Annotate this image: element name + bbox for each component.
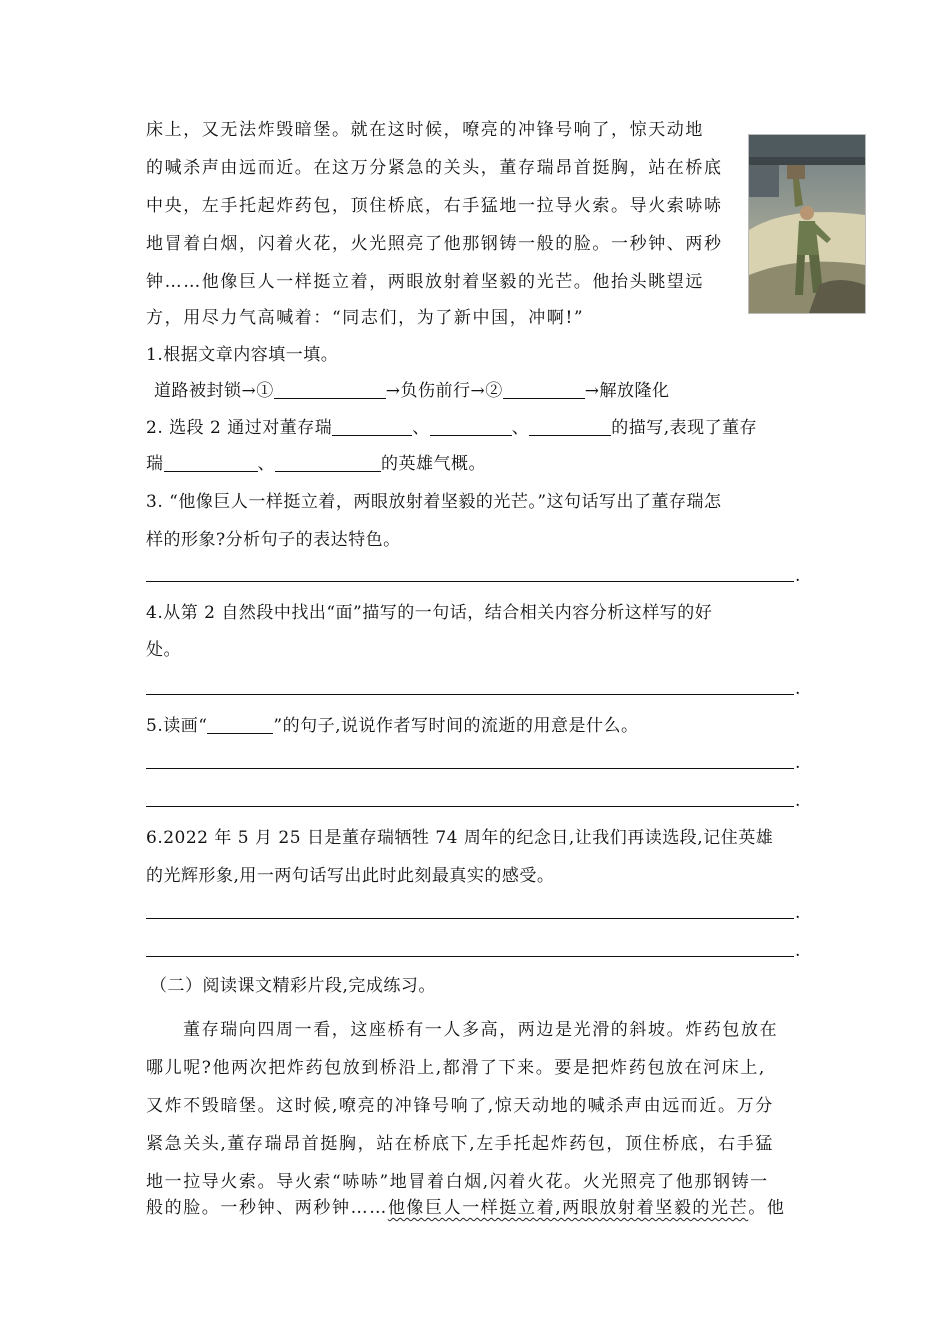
question-text: 5.读画“: [146, 716, 208, 736]
chain-part: 道路被封锁→①: [154, 381, 274, 401]
answer-line[interactable]: [146, 918, 794, 919]
passage-line: 的喊杀声由远而近。在这万分紧急的关头，董存瑞昂首挺胸，站在桥底: [146, 158, 723, 178]
section-2-heading: （二）阅读课文精彩片段,完成练习。: [150, 976, 436, 996]
underline-mark: [207, 717, 273, 734]
passage-line: 床上，又无法炸毁暗堡。就在这时候，嘹亮的冲锋号响了，惊天动地: [146, 120, 704, 140]
question-text: 2. 选段 2 通过对董存瑞: [146, 418, 333, 438]
answer-line[interactable]: [146, 581, 794, 582]
question-3: 3. “他像巨人一样挺立着，两眼放射着坚毅的光芒。”这句话写出了董存瑞怎: [146, 492, 722, 512]
separator: 、: [511, 418, 530, 438]
question-text: 的描写,表现了董存: [611, 418, 758, 438]
answer-line[interactable]: [146, 768, 794, 769]
question-6-line2: 的光辉形象,用一两句话写出此时此刻最真实的感受。: [146, 866, 555, 886]
chain-part: →负伤前行→②: [385, 381, 503, 401]
passage-line: 紧急关头,董存瑞昂首挺胸，站在桥底下,左手托起炸药包，顶住桥底，右手猛: [146, 1134, 774, 1154]
passage-line: 中央，左手托起炸药包，顶住桥底，右手猛地一拉导火索。导火索哧哧: [146, 196, 723, 216]
question-2: [146, 416, 757, 440]
separator: 、: [412, 418, 430, 438]
passage-line-last: [146, 1196, 785, 1220]
answer-blank[interactable]: [430, 419, 512, 436]
question-2-line2: [146, 452, 486, 476]
soldier-illustration-image: [749, 135, 865, 313]
passage-line: 董存瑞向四周一看，这座桥有一人多高，两边是光滑的斜坡。炸药包放在: [183, 1020, 779, 1040]
passage-line: 地冒着白烟，闪着火花，火光照亮了他那钢铸一般的脸。一秒钟、两秒: [146, 234, 723, 254]
wavy-underlined-sentence: 他像巨人一样挺立着,两眼放射着坚毅的光芒: [387, 1198, 749, 1218]
question-text: ”的句子,说说作者写时间的流逝的用意是什么。: [273, 716, 639, 736]
passage-line: 钟……他像巨人一样挺立着，两眼放射着坚毅的光芒。他抬头眺望远: [146, 272, 704, 292]
question-text: 的英雄气概。: [381, 454, 486, 474]
answer-blank[interactable]: [164, 455, 258, 472]
period-mark: .: [795, 941, 801, 961]
passage-text: 般的脸。一秒钟、两秒钟……: [146, 1198, 388, 1218]
passage-text: 。他: [748, 1198, 786, 1218]
separator: 、: [257, 454, 275, 474]
passage-line: 哪儿呢?他两次把炸药包放到桥沿上,都滑了下来。要是把炸药包放在河床上,: [146, 1058, 766, 1078]
question-4: 4.从第 2 自然段中找出“面”描写的一句话，结合相关内容分析这样写的好: [146, 603, 713, 623]
question-1-chain: [154, 379, 670, 403]
question-5: [146, 714, 639, 738]
question-4-line2: 处。: [146, 640, 181, 660]
passage-line: 又炸不毁暗堡。这时候,嘹亮的冲锋号响了,惊天动地的喊杀声由远而近。万分: [146, 1096, 774, 1116]
question-text: 瑞: [146, 454, 164, 474]
answer-blank[interactable]: [332, 419, 412, 436]
period-mark: .: [795, 753, 801, 773]
answer-blank[interactable]: [529, 419, 611, 436]
passage-line: 方，用尽力气高喊着：“同志们，为了新中国，冲啊!”: [146, 308, 585, 328]
answer-blank[interactable]: [503, 382, 585, 399]
dong-cunrui-illustration: [748, 134, 866, 314]
period-mark: .: [795, 566, 801, 586]
answer-blank[interactable]: [275, 455, 381, 472]
period-mark: .: [795, 679, 801, 699]
question-6: 6.2022 年 5 月 25 日是董存瑞牺牲 74 周年的纪念日,让我们再读选段,记住英雄: [146, 828, 774, 848]
period-mark: .: [795, 903, 801, 923]
passage-line: 地一拉导火索。导火索“哧哧”地冒着白烟,闪着火花。火光照亮了他那钢铸一: [146, 1172, 769, 1192]
answer-line[interactable]: [146, 694, 794, 695]
period-mark: .: [795, 791, 801, 811]
chain-part: →解放隆化: [584, 381, 670, 401]
question-1: 1.根据文章内容填一填。: [146, 345, 339, 365]
answer-line[interactable]: [146, 806, 794, 807]
question-3-line2: 样的形象?分析句子的表达特色。: [146, 530, 401, 550]
answer-blank[interactable]: [274, 382, 386, 399]
answer-line[interactable]: [146, 956, 794, 957]
